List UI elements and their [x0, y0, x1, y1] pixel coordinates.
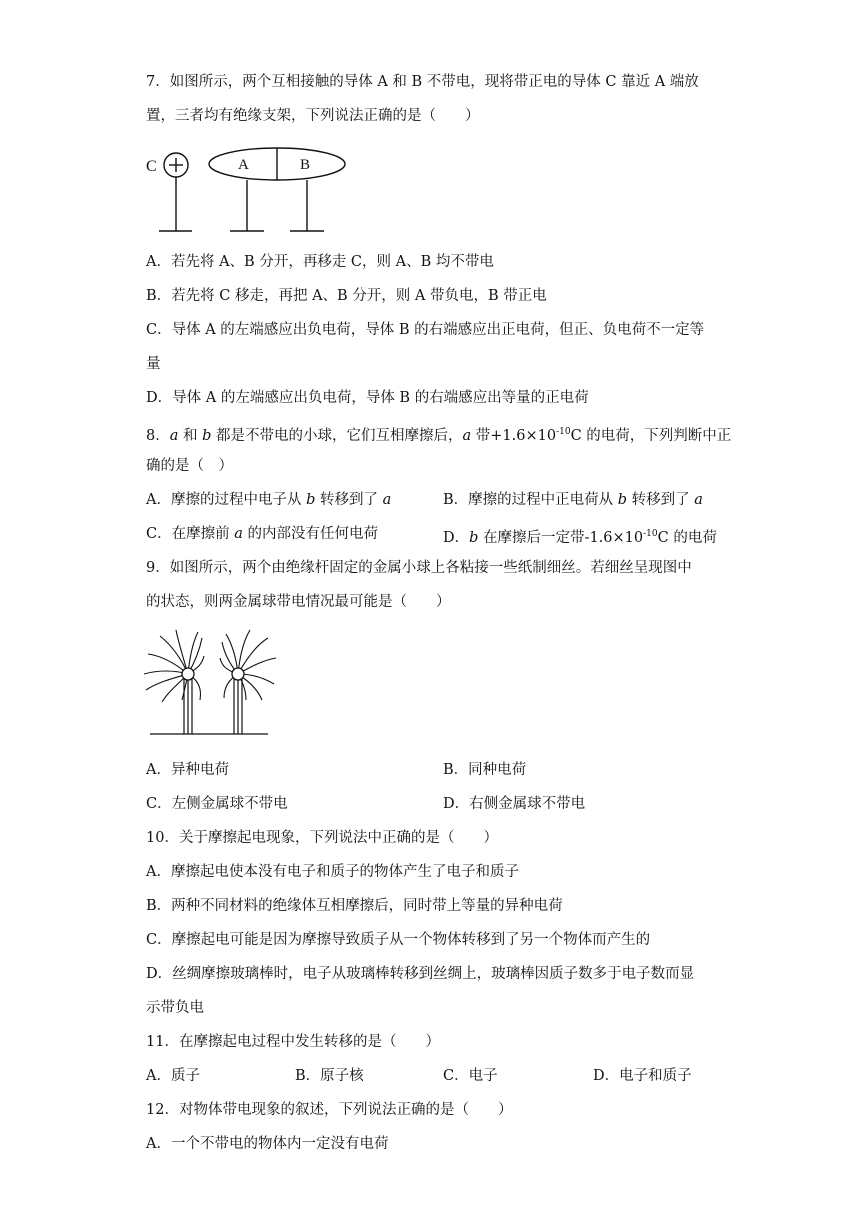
q8-option-c: C．在摩擦前 a 的内部没有任何电荷: [146, 526, 378, 542]
q11-option-a: A．质子: [146, 1068, 200, 1084]
q10-option-a: A．摩擦起电使本没有电子和质子的物体产生了电子和质子: [146, 864, 519, 880]
q9-option-b: B．同种电荷: [443, 762, 527, 778]
q8-option-b: B．摩擦的过程中正电荷从 b 转移到了 a: [443, 492, 703, 508]
left-fiber: [160, 636, 188, 674]
right-metal-sphere: [232, 668, 244, 680]
left-metal-sphere: [182, 668, 194, 680]
q7-option-a: A．若先将 A、B 分开，再移走 C，则 A、B 均不带电: [146, 254, 494, 270]
q10-option-d-line2: 示带负电: [146, 1000, 204, 1016]
q8-option-d: D．b 在摩擦后一定带$-1.6\times 10^{-10}C$ 的电荷: [443, 529, 717, 546]
q11-option-c: C．电子: [443, 1068, 498, 1084]
q7-figure: [140, 142, 360, 236]
q11-stem: 11．在摩擦起电过程中发生转移的是（ ）: [146, 1034, 440, 1050]
q7-stem-line1: 7．如图所示，两个互相接触的导体 A 和 B 不带电，现将带正电的导体 C 靠近 A 端放: [146, 74, 699, 90]
q9-option-a: A．异种电荷: [146, 762, 229, 778]
q10-option-d-line1: D．丝绸摩擦玻璃棒时，电子从玻璃棒转移到丝绸上，玻璃棒因质子数多于电子数而显: [146, 966, 695, 982]
q9-stem-line2: 的状态，则两金属球带电情况最可能是（ ）: [146, 594, 451, 610]
q12-stem: 12．对物体带电现象的叙述，下列说法正确的是（ ）: [146, 1102, 513, 1118]
q7-stem-line2: 置，三者均有绝缘支架，下列说法正确的是（ ）: [146, 108, 480, 124]
q7-option-c-line2: 量: [146, 356, 161, 372]
q10-option-b: B．两种不同材料的绝缘体互相摩擦后，同时带上等量的异种电荷: [146, 898, 563, 914]
q9-stem-line1: 9．如图所示，两个由绝缘杆固定的金属小球上各粘接一些纸制细丝。若细丝呈现图中: [146, 560, 692, 576]
q7-option-d: D．导体 A 的左端感应出负电荷，导体 B 的右端感应出等量的正电荷: [146, 390, 589, 406]
left-fiber: [146, 674, 188, 690]
right-fiber: [238, 638, 268, 674]
q9-figure: [140, 626, 280, 742]
q12-option-a: A．一个不带电的物体内一定没有电荷: [146, 1136, 389, 1152]
left-fiber: [176, 630, 188, 674]
right-fiber: [238, 630, 250, 674]
q7-figure-label-a: A: [238, 157, 249, 173]
q10-option-c: C．摩擦起电可能是因为摩擦导致质子从一个物体转移到了另一个物体而产生的: [146, 932, 651, 948]
q7-option-b: B．若先将 C 移走，再把 A、B 分开，则 A 带负电，B 带正电: [146, 288, 547, 304]
q7-figure-label-b: B: [300, 157, 311, 173]
q7-option-c-line1: C．导体 A 的左端感应出负电荷，导体 B 的右端感应出正电荷，但正、负电荷不一定等: [146, 322, 705, 338]
q11-option-d: D．电子和质子: [593, 1068, 692, 1084]
q8-stem-line1: 8．a 和 b 都是不带电的小球，它们互相摩擦后，a 带$+1.6\times 10^{-10}C$ 的电荷，下列判断中正: [146, 427, 732, 444]
q11-option-b: B．原子核: [295, 1068, 364, 1084]
q10-stem: 10．关于摩擦起电现象，下列说法中正确的是（ ）: [146, 830, 498, 846]
q9-option-d: D．右侧金属球不带电: [443, 796, 586, 812]
q9-option-c: C．左侧金属球不带电: [146, 796, 288, 812]
q8-option-a: A．摩擦的过程中电子从 b 转移到了 a: [146, 492, 392, 508]
q8-stem-line2: 确的是（ ）: [146, 458, 233, 474]
q7-figure-label-c: C: [146, 158, 157, 175]
